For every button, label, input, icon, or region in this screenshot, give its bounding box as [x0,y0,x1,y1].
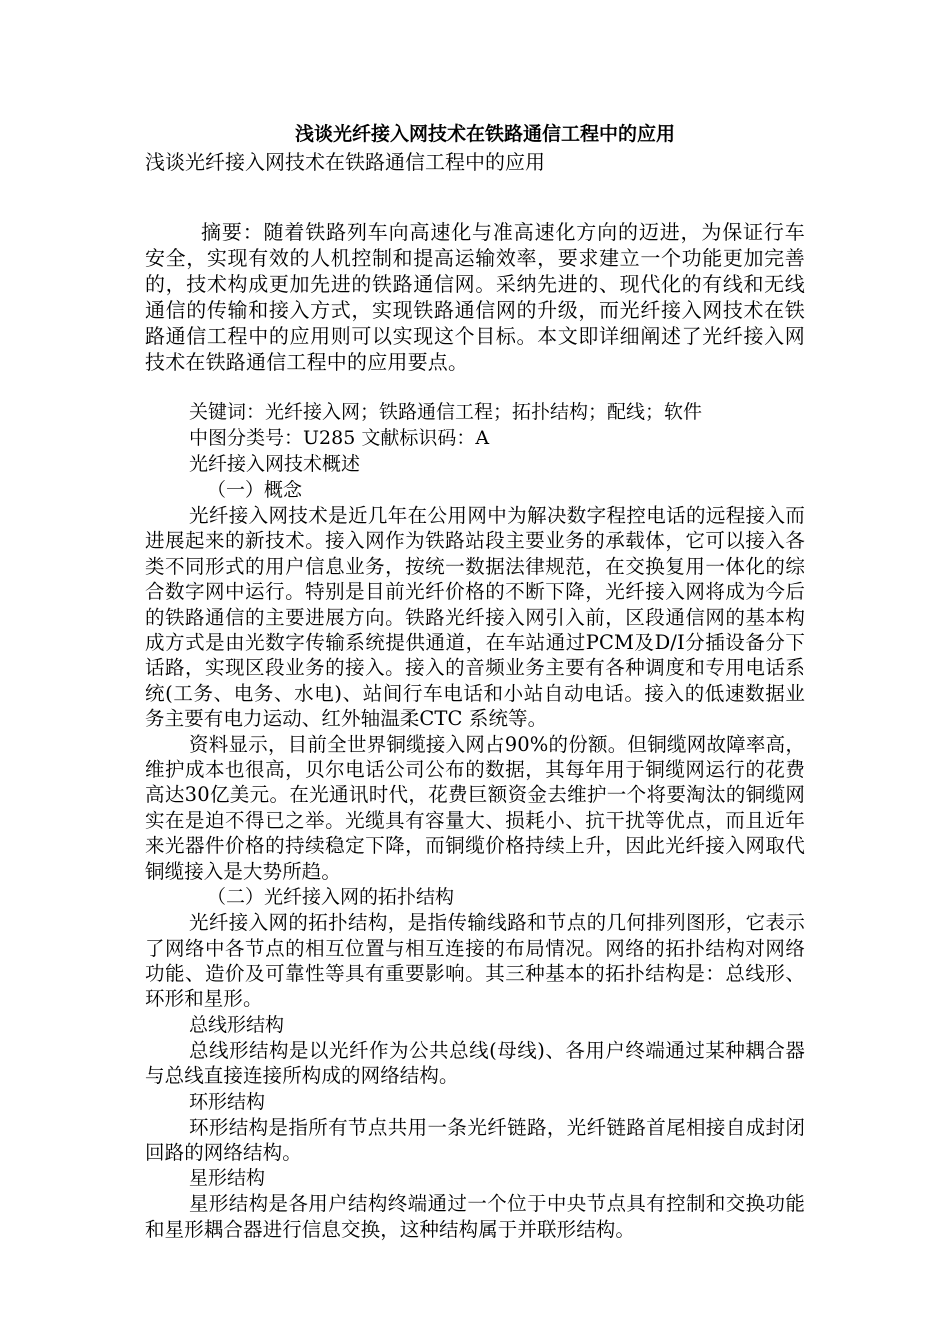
classification-line: 中图分类号：U285 文献标识码：A [189,427,490,449]
concept-paragraph-1: 光纤接入网技术是近几年在公用网中为解决数字程控电话的远程接入而进展起来的新技术。接入网作为铁路站段主要业务的承载体，它可以接入各类不同形式的用户信息业务，按统一数据法律规范，在交换复用一体化的综合数字网中运行。特别是目前光纤价格的不断下降，光纤接入网将成为今后的铁路通信的主要进展方向。铁路光纤接入网引入前，区段通信网的基本构成方式是由光数字传输系统提供通道，在车站通过PCM及D/I分插设备分下话路，实现区段业务的接入。接入的音频业务主要有各种调度和专用电话系统(工务、电务、水电)、站间行车电话和小站自动电话。接入的低速数据业务主要有电力运动、红外轴温柔CTC 系统等。 [145,504,805,731]
subsection-heading-topology: （二）光纤接入网的拓扑结构 [207,886,455,909]
concept-paragraph-2: 资料显示，目前全世界铜缆接入网占90%的份额。但铜缆网故障率高，维护成本也很高，贝尔电话公司公布的数据，其每年用于铜缆网运行的花费高达30亿美元。在光通讯时代，花费巨额资金去维护一个将要淘汰的铜缆网实在是迫不得已之举。光缆具有容量大、损耗小、抗干扰等优点，而且近年来光器件价格的持续稳定下降，而铜缆价格持续上升，因此光纤接入网取代铜缆接入是大势所趋。 [145,732,805,883]
star-structure-heading: 星形结构 [189,1167,266,1190]
section-heading-overview: 光纤接入网技术概述 [189,453,361,475]
bus-structure-paragraph: 总线形结构是以光纤作为公共总线(母线)、各用户终端通过某种耦合器与总线直接连接所构成的网络结构。 [145,1038,805,1088]
document-page [145,120,805,1242]
bus-structure-heading: 总线形结构 [189,1013,285,1036]
abstract-paragraph: 摘要：随着铁路列车向高速化与准高速化方向的迈进，为保证行车安全，实现有效的人机控制和提高运输效率，要求建立一个功能更加完善的，技术构成更加先进的铁路通信网。采纳先进的、现代化的有线和无线通信的传输和接入方式，实现铁路通信网的升级，而光纤接入网技术在铁路通信工程中的应用则可以实现这个目标。本文即详细阐述了光纤接入网技术在铁路通信工程中的应用要点。 [145,220,805,374]
keywords-line: 关键词：光纤接入网；铁路通信工程；拓扑结构；配线；软件 [189,401,703,423]
ring-structure-heading: 环形结构 [189,1090,266,1113]
star-structure-paragraph: 星形结构是各用户结构终端通过一个位于中央节点具有控制和交换功能和星形耦合器进行信息交换，这种结构属于并联形结构。 [145,1192,805,1241]
document-subtitle: 浅谈光纤接入网技术在铁路通信工程中的应用 [145,150,545,174]
topology-paragraph: 光纤接入网的拓扑结构，是指传输线路和节点的几何排列图形，它表示了网络中各节点的相互位置与相互连接的布局情况。网络的拓扑结构对网络功能、造价及可靠性等具有重要影响。其三种基本的拓扑结构是：总线形、环形和星形。 [145,911,805,1011]
metadata-block [145,399,805,503]
ring-structure-paragraph: 环形结构是指所有节点共用一条光纤链路，光纤链路首尾相接自成封闭回路的网络结构。 [145,1115,805,1164]
subsection-heading-concept: （一）概念 [207,479,303,501]
document-title: 浅谈光纤接入网技术在铁路通信工程中的应用 [294,123,675,145]
